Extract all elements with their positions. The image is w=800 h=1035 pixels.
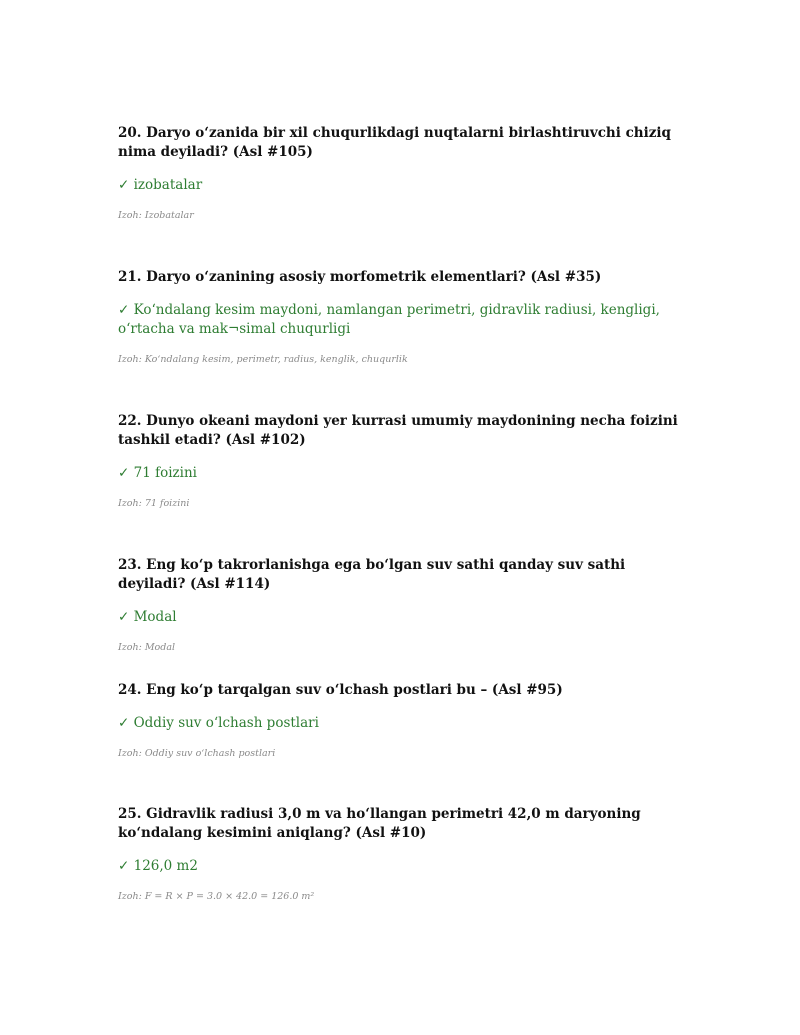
explanation-note: Izoh: Ko‘ndalang kesim, perimetr, radius, kenglik, chuqurlik [118,354,408,365]
question-text: 24. Eng ko‘p tarqalgan suv o‘lchash postlari bu – (Asl #95) [118,682,563,698]
question-text: 22. Dunyo okeani maydoni yer kurrasi umumiy maydonining necha foizini tashkil etadi? (Asl #102) [118,413,678,448]
answer-text: ✓ 71 foizini [118,465,197,481]
question-block-21 [118,268,678,366]
explanation-note: Izoh: Modal [118,642,176,653]
question-block-24 [118,681,678,760]
answer-text: ✓ 126,0 m2 [118,858,198,874]
question-block-20 [118,124,678,222]
answer-text: ✓ Ko‘ndalang kesim maydoni, namlangan perimetri, gidravlik radiusi, kengligi, o‘rtacha va mak¬simal chuqurligi [118,302,660,337]
question-text: 21. Daryo o‘zanining asosiy morfometrik elementlari? (Asl #35) [118,269,602,285]
explanation-note: Izoh: Izobatalar [118,210,194,221]
question-block-22 [118,412,678,510]
answer-text: ✓ Modal [118,609,177,625]
question-block-25 [118,805,678,903]
question-text: 23. Eng ko‘p takrorlanishga ega bo‘lgan suv sathi qanday suv sathi deyiladi? (Asl #114) [118,557,626,592]
explanation-note: Izoh: 71 foizini [118,498,190,509]
question-block-23 [118,556,678,654]
question-text: 20. Daryo o‘zanida bir xil chuqurlikdagi nuqtalarni birlashtiruvchi chiziq nima deyiladi? (Asl #105) [118,125,671,160]
answer-text: ✓ Oddiy suv o‘lchash postlari [118,715,319,731]
explanation-note: Izoh: F = R × P = 3.0 × 42.0 = 126.0 m² [118,891,315,902]
question-text: 25. Gidravlik radiusi 3,0 m va ho‘llangan perimetri 42,0 m daryoning ko‘ndalang kesimini aniqlang? (Asl #10) [118,806,641,841]
answer-text: ✓ izobatalar [118,177,203,193]
explanation-note: Izoh: Oddiy suv o‘lchash postlari [118,748,276,759]
